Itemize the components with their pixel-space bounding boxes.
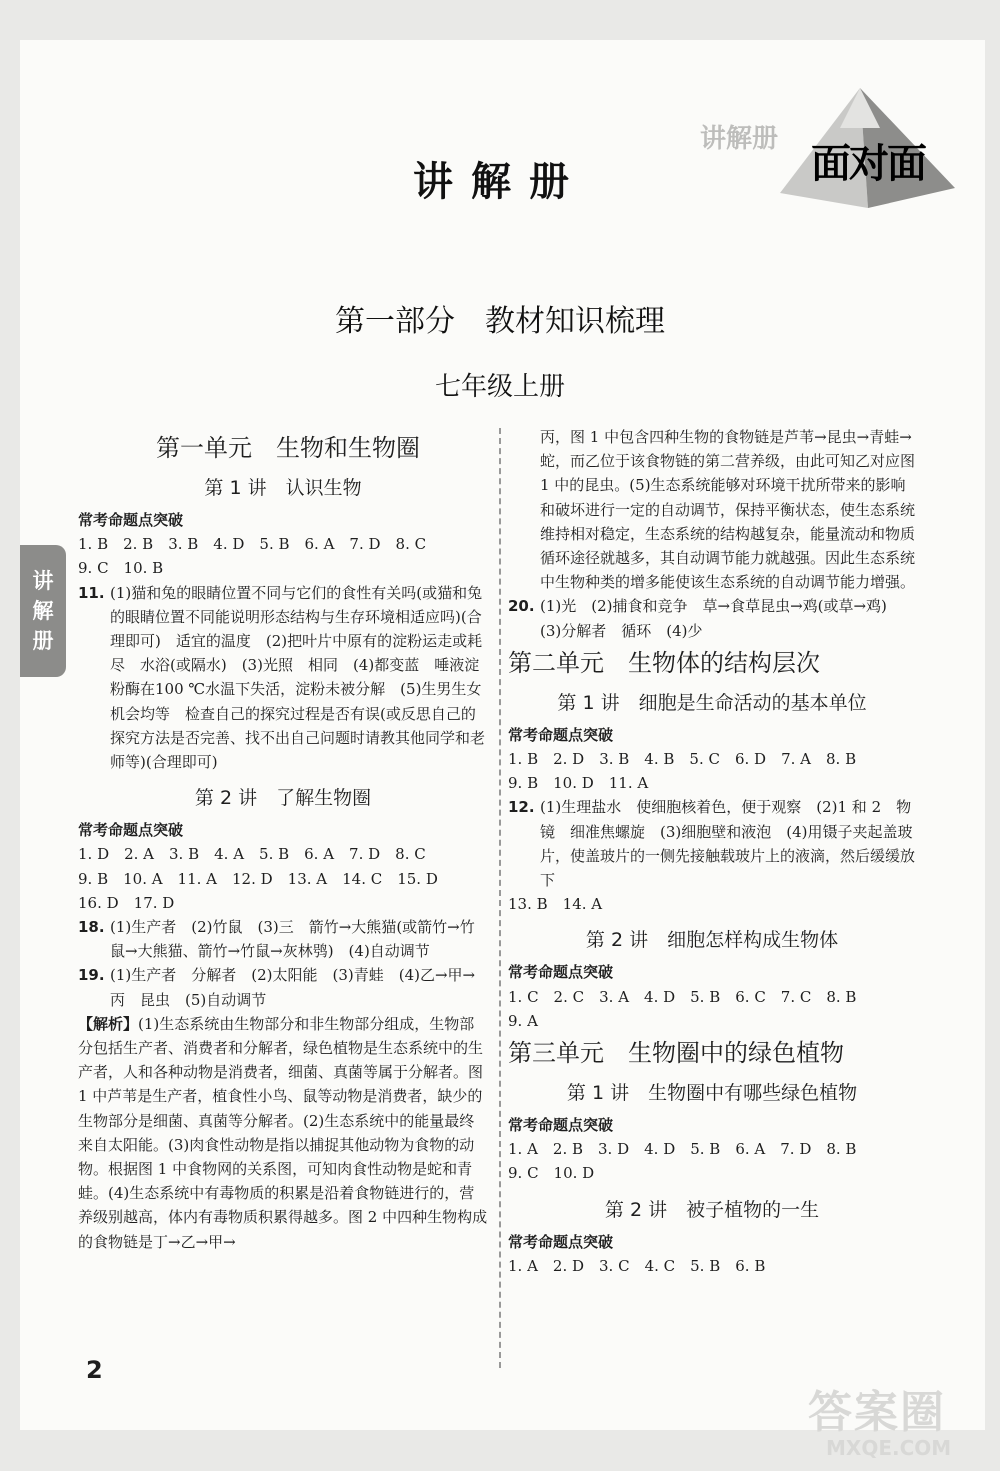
lesson-heading: 第 2 讲 了解生物圈: [194, 787, 372, 810]
column-divider: [499, 428, 501, 1368]
watermark-url: MXQE.COM: [826, 1436, 952, 1460]
answer-line: 9. A: [508, 1011, 538, 1030]
answer-line: 16. D 17. D: [78, 893, 175, 912]
question-number: 19.: [78, 966, 105, 985]
section-label: 常考命题点突破: [508, 1232, 614, 1251]
question-number: 18.: [78, 918, 105, 937]
question-number: 12.: [508, 798, 535, 817]
answer-line: 13. B 14. A: [508, 895, 603, 914]
part-title: 第一部分 教材知识梳理: [335, 304, 665, 339]
lesson-heading: 第 1 讲 细胞是生命活动的基本单位: [557, 691, 867, 714]
section-label: 常考命题点突破: [508, 1116, 614, 1135]
question-20: [508, 594, 916, 642]
page-number: 2: [86, 1356, 103, 1384]
answer-line: 1. A 2. B 3. D 4. D 5. B 6. A 7. D 8. B: [508, 1140, 857, 1159]
question-answer: (1)光 (2)捕食和竞争 草→食草昆虫→鸡(或草→鸡) (3)分解者 循环 (4)少: [540, 597, 902, 640]
answer-line: 9. C 10. B: [78, 559, 164, 578]
answer-line: 1. B 2. B 3. B 4. D 5. B 6. A 7. D 8. C: [78, 535, 427, 554]
side-tab-char: 解: [32, 599, 54, 623]
question-answer: (1)生理盐水 使细胞核着色，便于观察 (2)1 和 2 物镜 细准焦螺旋 (3)细胞壁和液泡 (4)用镊子夹起盖玻片，使盖玻片的一侧先接触载玻片上的液滴，然后缓缓放下: [540, 798, 916, 890]
question-answer: (1)生产者 (2)竹鼠 (3)三 箭竹→大熊猫(或箭竹→竹鼠→大熊猫、箭竹→竹鼠→灰林鸮) (4)自动调节: [110, 918, 475, 961]
answer-line: 1. A 2. D 3. C 4. C 5. B 6. B: [508, 1256, 766, 1275]
question-12: [508, 795, 916, 892]
question-number: 11.: [78, 583, 105, 602]
analysis-tag: 【解析】: [78, 1014, 139, 1033]
left-column: [78, 428, 488, 1254]
side-tab-char: 讲: [32, 569, 54, 593]
question-11: [78, 581, 488, 775]
answer-line: 1. C 2. C 3. A 4. D 5. B 6. C 7. C 8. B: [508, 987, 857, 1006]
lesson-heading: 第 1 讲 认识生物: [204, 477, 362, 499]
section-label: 常考命题点突破: [508, 725, 614, 744]
unit-heading: 第二单元 生物体的结构层次: [508, 648, 820, 677]
brand-logo-text: 面对面: [811, 141, 925, 187]
faded-background-title: 讲解册: [700, 124, 779, 154]
book-title: 讲解册: [413, 159, 587, 205]
grade-title: 七年级上册: [434, 372, 565, 402]
lesson-heading: 第 1 讲 生物圈中有哪些绿色植物: [566, 1082, 858, 1105]
question-number: 20.: [508, 597, 535, 616]
analysis-text: (1)生态系统由生物部分和非生物部分组成，生物部分包括生产者、消费者和分解者，绿色植物是生态系统中的生产者，人和各种动物是消费者，细菌、真菌等属于分解者。图 1 中芦苇是生产者，植食性小鸟、鼠等动物是消费者，缺少的生物部分是细菌、真菌等分解者。(2)生态系统中的能量最终来自太阳能。(3)肉食性动物是指以捕捉其他动物为食物的动物。根据图 1 中食物网的关系图，可知肉食性动物是蛇和青蛙。(4)生态系统中有毒物质的积累是沿着食物链进行的，营养级别越高，体内有毒物质积累得越多。图 2 中四种生物构成的食物链是丁→乙→甲→: [78, 1014, 488, 1251]
section-label: 常考命题点突破: [508, 963, 614, 982]
answer-line: 9. B 10. D 11. A: [508, 774, 649, 793]
question-answer: (1)生产者 分解者 (2)太阳能 (3)青蛙 (4)乙→甲→丙 昆虫 (5)自动调节: [110, 966, 476, 1009]
question-19: [78, 963, 488, 1011]
section-label: 常考命题点突破: [78, 821, 184, 840]
question-answer: (1)猫和兔的眼睛位置不同与它们的食性有关吗(或猫和兔的眼睛位置不同能说明形态结构与生存环境相适应吗)(合理即可) 适宜的温度 (2)把叶片中原有的淀粉运走或耗尽 水浴(或隔水) (3)光照 相同 (4)都变蓝 唾液淀粉酶在100 ℃水温下失活，淀粉未被分解 (5)生男生女机会均等 检查自己的探究过程是否有误(或反思自己的探究方法是否完善、找不出自己问题时请教其他同学和老师等)(合理即可): [110, 583, 486, 772]
unit-heading: 第三单元 生物圈中的绿色植物: [508, 1039, 844, 1068]
analysis-block: [78, 1012, 488, 1254]
answer-line: 1. B 2. D 3. B 4. B 5. C 6. D 7. A 8. B: [508, 750, 857, 769]
side-tab: [20, 545, 66, 677]
watermark-logo: 答案圈: [808, 1387, 946, 1438]
section-label: 常考命题点突破: [78, 511, 184, 529]
right-column: [508, 425, 916, 1278]
analysis-continued: 丙，图 1 中包含四种生物的食物链是芦苇→昆虫→青蛙→蛇，而乙位于该食物链的第二营养级，由此可知乙对应图 1 中的昆虫。(5)生态系统能够对环境干扰所带来的影响和破坏进行一定的自动调节，保持平衡状态，使生态系统维持相对稳定，生态系统的结构越复杂，能量流动和物质循环途径就越多，其自动调节能力就越强。因此生态系统中生物种类的增多能使该生态系统的自动调节能力增强。: [540, 428, 916, 592]
lesson-heading: 第 2 讲 被子植物的一生: [604, 1198, 820, 1221]
question-18: [78, 915, 488, 963]
answer-line: 1. D 2. A 3. B 4. A 5. B 6. A 7. D 8. C: [78, 845, 426, 864]
answer-line: 9. C 10. D: [508, 1164, 595, 1183]
side-tab-char: 册: [32, 629, 54, 653]
unit-heading: 第一单元 生物和生物圈: [156, 434, 420, 462]
lesson-heading: 第 2 讲 细胞怎样构成生物体: [585, 929, 839, 952]
answer-line: 9. B 10. A 11. A 12. D 13. A 14. C 15. D: [78, 869, 438, 888]
